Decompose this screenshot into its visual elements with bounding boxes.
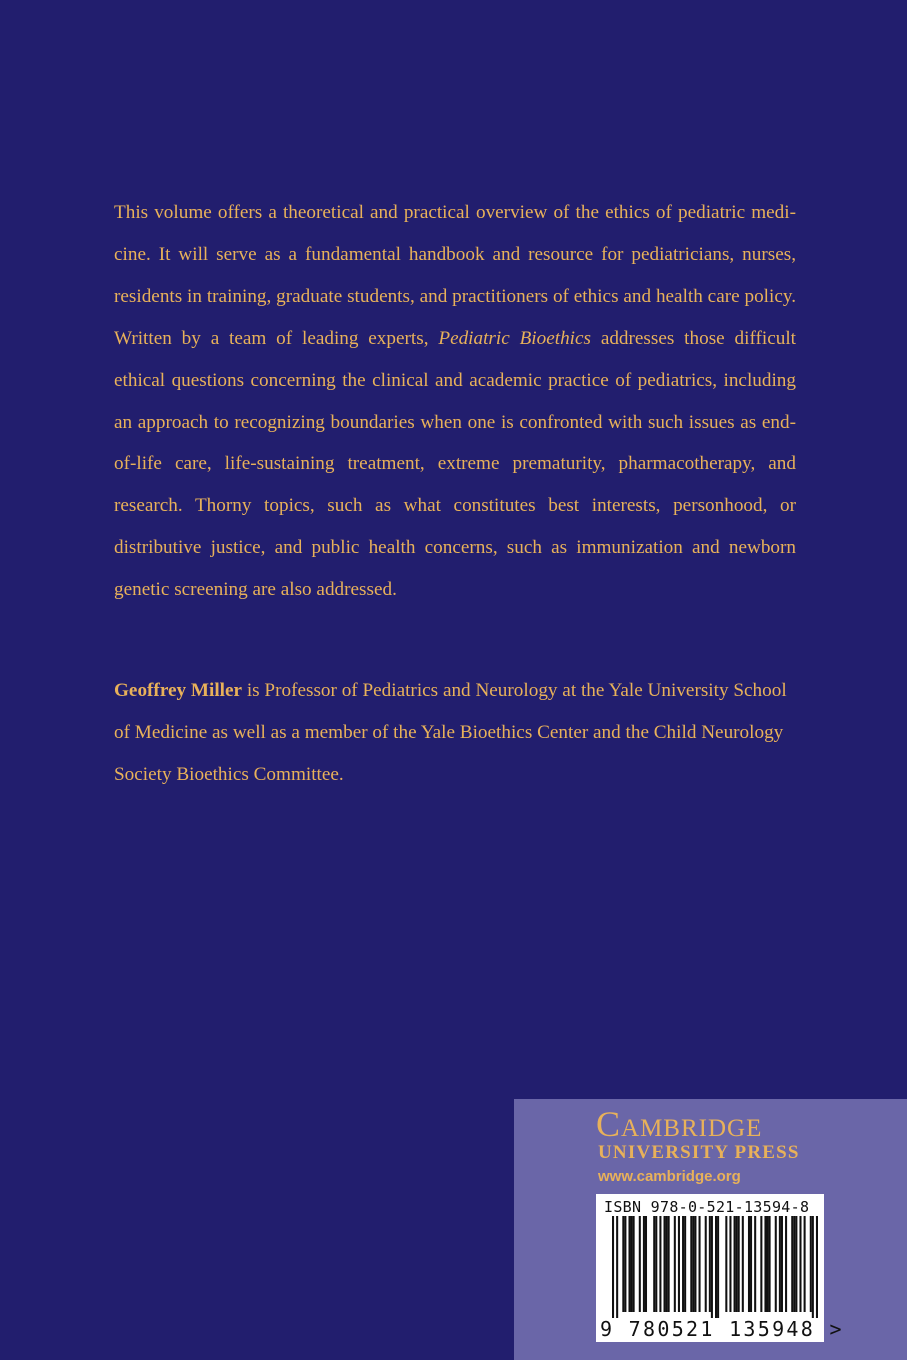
barcode-bar [799,1216,801,1312]
description-part-2: addresses those difficult ethical questions concerning the clinical and academic practice of pediatrics, including an approach to recognizing boundaries when one is confronted with such issues as end-of-life care, life-sustaining treatment, extreme prematurity, pharmacotherapy, and research. Thorny topics, such as what constitutes best interests, personhood, or distributive justice, and public health concerns, such as immunization and newborn genetic screening are also addressed. [114,327,796,601]
barcode-bar [742,1216,744,1312]
barcode-bar [664,1216,666,1312]
barcode-icon [600,1216,818,1318]
barcode-bar [624,1216,626,1312]
barcode-bar [612,1216,614,1318]
barcode-bar [692,1216,694,1312]
barcode-bar [779,1216,781,1312]
barcode-digits: 9 780521 135948 > [600,1317,844,1341]
barcode-bar [643,1216,645,1312]
barcode-bar [622,1216,624,1312]
barcode-bar [668,1216,670,1312]
author-bio [114,670,804,796]
publisher-url[interactable]: www.cambridge.org [598,1168,741,1185]
barcode-bar [725,1216,727,1312]
barcode-bar [736,1216,738,1312]
book-description [114,192,796,611]
barcode-bar [682,1216,684,1312]
publisher-subtitle: UNIVERSITY PRESS [598,1142,800,1163]
barcode-bar [767,1216,769,1312]
barcode-bar [639,1216,641,1312]
barcode-bar [711,1216,713,1318]
barcode-bar [653,1216,655,1312]
barcode-bar [734,1216,736,1312]
barcode-bar [705,1216,707,1312]
barcode-bar [775,1216,777,1312]
publisher-name: Cambridge [596,1104,763,1144]
barcode-bar [785,1216,787,1312]
barcode-bar [659,1216,661,1312]
barcode-bar [717,1216,719,1318]
barcode-bar [699,1216,701,1312]
barcode-bar [729,1216,731,1312]
barcode-bar [690,1216,692,1312]
barcode-bar [715,1216,717,1318]
barcode-bar [750,1216,752,1312]
barcode-bar [748,1216,750,1312]
barcode-bar [684,1216,686,1312]
barcode-bar [810,1216,812,1312]
barcode-bar [709,1216,711,1312]
barcode-bar [678,1216,680,1312]
barcode-bar [812,1216,814,1318]
barcode-bar [628,1216,630,1312]
barcode-bar [633,1216,635,1312]
author-name: Geoffrey Miller [114,680,243,701]
barcode-bar [674,1216,676,1312]
barcode-bar [793,1216,795,1312]
barcode-bar [754,1216,756,1312]
barcode-bar [804,1216,806,1312]
barcode-bar [666,1216,668,1312]
barcode-bar [655,1216,657,1312]
author-bio-text: is Professor of Pediatrics and Neurology at the Yale University School of Medicine as well as a member of the Yale Bioethics Center and the Child Neurology Society Bioethics Committee. [114,680,787,785]
description-part-1: This volume offers a theoretical and practical overview of the ethics of pediatric medicine. It will serve as a fundamental handbook and resource for pediatricians, nurses, residents in training, graduate students, and practitioners of ethics and health care policy. Written by a team of leading experts, [114,202,796,349]
barcode-bar [631,1216,633,1312]
barcode-bar [769,1216,771,1312]
barcode-bar [781,1216,783,1312]
barcode-bar [764,1216,766,1312]
barcode-bar [616,1216,618,1318]
barcode-bar [791,1216,793,1312]
barcode-bar [645,1216,647,1312]
barcode-bar [760,1216,762,1312]
isbn-label: ISBN 978-0-521-13594-8 [604,1198,810,1216]
book-title-italic: Pediatric Bioethics [438,327,591,349]
barcode-bar [694,1216,696,1312]
barcode-bar [795,1216,797,1312]
barcode-bar [816,1216,818,1318]
barcode-bar [738,1216,740,1312]
